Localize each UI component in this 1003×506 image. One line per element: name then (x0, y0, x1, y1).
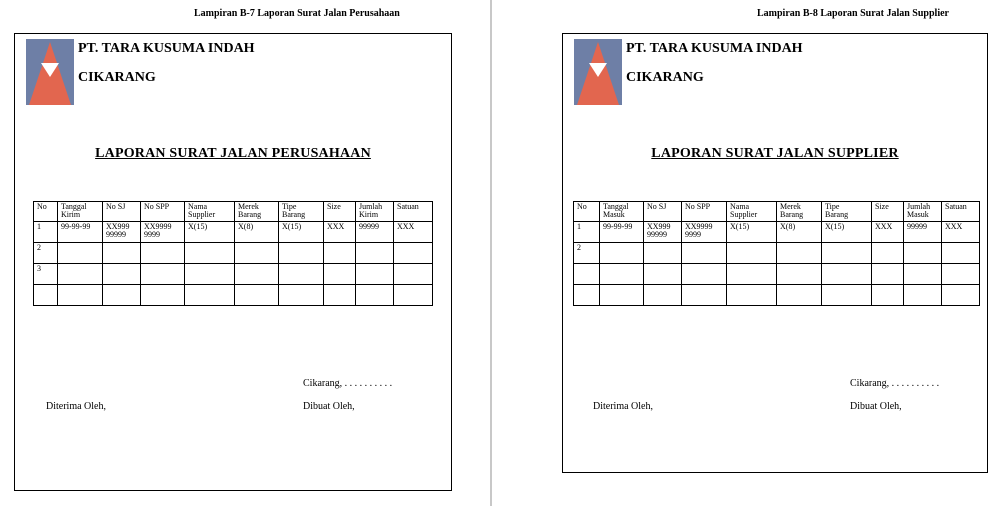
report-table (33, 201, 433, 306)
table-cell: XXX (942, 222, 980, 243)
table-cell (141, 285, 185, 306)
table-cell: 2 (574, 243, 600, 264)
table-row (574, 285, 980, 306)
table-row (34, 264, 433, 285)
table-cell (904, 243, 942, 264)
table-cell: XXX (324, 222, 356, 243)
table-cell: 99-99-99 (58, 222, 103, 243)
table-cell (872, 243, 904, 264)
table-cell: 99999 (356, 222, 394, 243)
table-row (34, 243, 433, 264)
place-date: Cikarang, . . . . . . . . . . (303, 378, 393, 389)
table-cell: XXX (394, 222, 433, 243)
table-cell (644, 243, 682, 264)
table-cell: X(8) (235, 222, 279, 243)
table-cell (235, 285, 279, 306)
col-header-tipe-barang: Tipe Barang (279, 202, 324, 222)
table-cell (942, 285, 980, 306)
table-cell (34, 285, 58, 306)
table-cell: X(15) (185, 222, 235, 243)
table-cell (394, 264, 433, 285)
company-city: CIKARANG (78, 70, 156, 85)
signature-made-by: Dibuat Oleh, (303, 401, 355, 412)
table-cell (394, 243, 433, 264)
company-name: PT. TARA KUSUMA INDAH (626, 41, 803, 56)
table-cell (58, 264, 103, 285)
table-cell (58, 243, 103, 264)
table-cell (279, 264, 324, 285)
table-cell (103, 285, 141, 306)
table-cell (103, 243, 141, 264)
table-cell (141, 243, 185, 264)
table-cell: XX999 99999 (644, 222, 682, 243)
table-cell (904, 264, 942, 285)
table-cell (356, 285, 394, 306)
table-cell (682, 264, 727, 285)
table-cell (600, 264, 644, 285)
table-cell (777, 285, 822, 306)
table-cell (777, 264, 822, 285)
table-cell: 1 (34, 222, 58, 243)
col-header-jumlah: Jumlah Kirim (356, 202, 394, 222)
report-title: LAPORAN SURAT JALAN SUPPLIER (651, 146, 899, 161)
page-lampiran-b8 (492, 0, 1003, 506)
table-cell (727, 264, 777, 285)
table-cell (600, 285, 644, 306)
table-cell (682, 285, 727, 306)
table-row (574, 222, 980, 243)
col-header-merek-barang: Merek Barang (777, 202, 822, 222)
table-row (34, 285, 433, 306)
table-cell (822, 243, 872, 264)
col-header-merek-barang: Merek Barang (235, 202, 279, 222)
col-header-jumlah: Jumlah Masuk (904, 202, 942, 222)
table-cell (644, 285, 682, 306)
table-cell: 99-99-99 (600, 222, 644, 243)
page-caption: Lampiran B-7 Laporan Surat Jalan Perusahaan (194, 8, 400, 19)
company-city: CIKARANG (626, 70, 704, 85)
table-cell (235, 243, 279, 264)
table-cell (904, 285, 942, 306)
table-cell (103, 264, 141, 285)
table-cell: 99999 (904, 222, 942, 243)
table-cell: X(8) (777, 222, 822, 243)
table-cell (279, 285, 324, 306)
table-cell (727, 243, 777, 264)
table-cell (356, 264, 394, 285)
table-cell (185, 264, 235, 285)
table-cell (356, 243, 394, 264)
table-cell (777, 243, 822, 264)
page-lampiran-b7 (0, 0, 490, 506)
col-header-no-sj: No SJ (103, 202, 141, 222)
col-header-tanggal: Tanggal Masuk (600, 202, 644, 222)
table-cell (279, 243, 324, 264)
col-header-satuan: Satuan (394, 202, 433, 222)
table-cell: X(15) (822, 222, 872, 243)
col-header-size: Size (324, 202, 356, 222)
table-cell (872, 264, 904, 285)
company-logo-icon (26, 39, 74, 105)
table-cell (235, 264, 279, 285)
table-cell (185, 243, 235, 264)
table-cell (324, 285, 356, 306)
table-cell: 1 (574, 222, 600, 243)
signature-received-by: Diterima Oleh, (46, 401, 106, 412)
col-header-nama-supplier: Nama Supplier (185, 202, 235, 222)
table-cell (682, 243, 727, 264)
col-header-nama-supplier: Nama Supplier (727, 202, 777, 222)
table-cell (394, 285, 433, 306)
table-cell: X(15) (279, 222, 324, 243)
table-cell (185, 285, 235, 306)
col-header-no: No (34, 202, 58, 222)
table-cell: XXX (872, 222, 904, 243)
table-cell (574, 264, 600, 285)
company-logo-icon (574, 39, 622, 105)
table-cell (727, 285, 777, 306)
table-cell (600, 243, 644, 264)
table-cell (942, 264, 980, 285)
place-date: Cikarang, . . . . . . . . . . (850, 378, 940, 389)
table-row (34, 222, 433, 243)
table-cell: 2 (34, 243, 58, 264)
table-cell (141, 264, 185, 285)
signature-received-by: Diterima Oleh, (593, 401, 653, 412)
col-header-no-sj: No SJ (644, 202, 682, 222)
table-cell: XX9999 9999 (682, 222, 727, 243)
table-cell (644, 264, 682, 285)
report-title: LAPORAN SURAT JALAN PERUSAHAAN (95, 146, 371, 161)
table-cell (574, 285, 600, 306)
table-header-row (34, 202, 433, 222)
page-caption: Lampiran B-8 Laporan Surat Jalan Supplier (757, 8, 949, 19)
table-cell (324, 243, 356, 264)
table-cell (822, 285, 872, 306)
report-frame (562, 33, 988, 473)
col-header-no-spp: No SPP (682, 202, 727, 222)
col-header-size: Size (872, 202, 904, 222)
table-cell: XX9999 9999 (141, 222, 185, 243)
table-cell (872, 285, 904, 306)
table-cell: X(15) (727, 222, 777, 243)
table-cell (58, 285, 103, 306)
report-table (573, 201, 980, 306)
table-cell: 3 (34, 264, 58, 285)
report-frame (14, 33, 452, 491)
col-header-tipe-barang: Tipe Barang (822, 202, 872, 222)
col-header-no-spp: No SPP (141, 202, 185, 222)
col-header-tanggal: Tanggal Kirim (58, 202, 103, 222)
table-row (574, 264, 980, 285)
table-cell (942, 243, 980, 264)
table-cell (822, 264, 872, 285)
table-header-row (574, 202, 980, 222)
col-header-satuan: Satuan (942, 202, 980, 222)
company-name: PT. TARA KUSUMA INDAH (78, 41, 255, 56)
table-row (574, 243, 980, 264)
col-header-no: No (574, 202, 600, 222)
table-cell (324, 264, 356, 285)
signature-made-by: Dibuat Oleh, (850, 401, 902, 412)
table-cell: XX999 99999 (103, 222, 141, 243)
